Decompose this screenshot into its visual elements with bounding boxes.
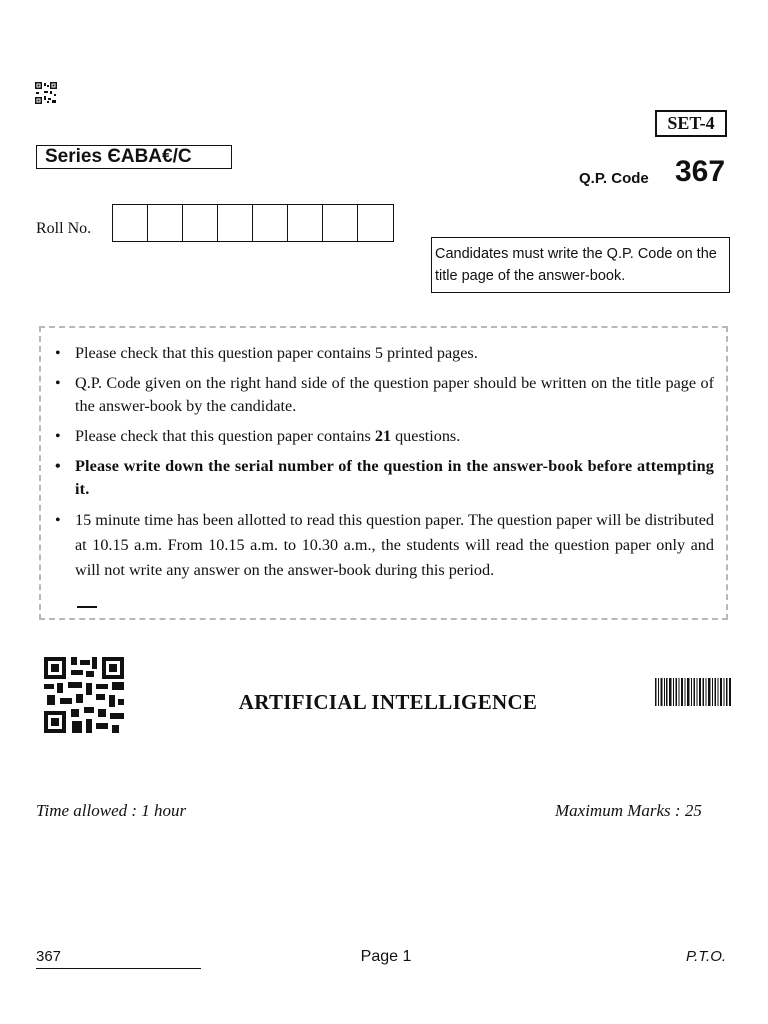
- instructions-box: [39, 326, 728, 620]
- dash-mark: [77, 606, 97, 608]
- instruction-item: • Please write down the serial number of the question in the answer-book before attempting it.: [75, 455, 714, 501]
- instruction-item-questions: [75, 425, 714, 448]
- questions-prefix: Please check that this question paper contains: [75, 427, 371, 445]
- roll-number-cell[interactable]: [323, 205, 358, 241]
- pto-label: P.T.O.: [686, 948, 727, 965]
- set-number: SET-4: [655, 110, 727, 137]
- subject-title-text: ARTIFICIAL INTELLIGENCE: [238, 690, 538, 714]
- roll-number-cell[interactable]: [113, 205, 148, 241]
- series-label: Series ЄABA€/C: [36, 145, 232, 169]
- subject-title: [0, 690, 768, 715]
- small-qr-code-icon: [35, 82, 57, 104]
- page-number: Page 1: [360, 948, 412, 965]
- barcode-icon: [655, 678, 731, 706]
- qp-code-value: 367: [675, 155, 726, 188]
- roll-number-cell[interactable]: [358, 205, 393, 241]
- questions-suffix: questions.: [395, 427, 461, 445]
- roll-number-cell[interactable]: [218, 205, 253, 241]
- footer-rule: [36, 968, 201, 969]
- roll-number-cell[interactable]: [253, 205, 288, 241]
- time-allowed: Time allowed : 1 hour: [36, 801, 187, 820]
- roll-number-cell[interactable]: [148, 205, 183, 241]
- footer-code: 367: [36, 948, 62, 965]
- candidate-note: Candidates must write the Q.P. Code on the title page of the answer-book.: [431, 237, 730, 293]
- maximum-marks: Maximum Marks : 25: [555, 801, 702, 820]
- instruction-item: • 15 minute time has been allotted to read this question paper. The question paper will be distributed at 10.15 a.m. From 10.15 a.m. to 10.30 a.m., the students will read the question paper only and will not write any answer on the answer-book during this period.: [75, 508, 714, 583]
- instruction-item: • Please check that this question paper contains 5 printed pages.: [75, 342, 714, 365]
- instructions-list: [41, 328, 726, 583]
- roll-number-cell[interactable]: [183, 205, 218, 241]
- question-count: 21: [374, 427, 392, 445]
- roll-number-label: Roll No.: [36, 220, 92, 237]
- roll-number-cell[interactable]: [288, 205, 323, 241]
- instruction-item: • Q.P. Code given on the right hand side of the question paper should be written on the title page of the answer-book by the candidate.: [75, 372, 714, 418]
- qp-code-label: Q.P. Code: [579, 170, 649, 187]
- roll-number-boxes[interactable]: [112, 204, 394, 242]
